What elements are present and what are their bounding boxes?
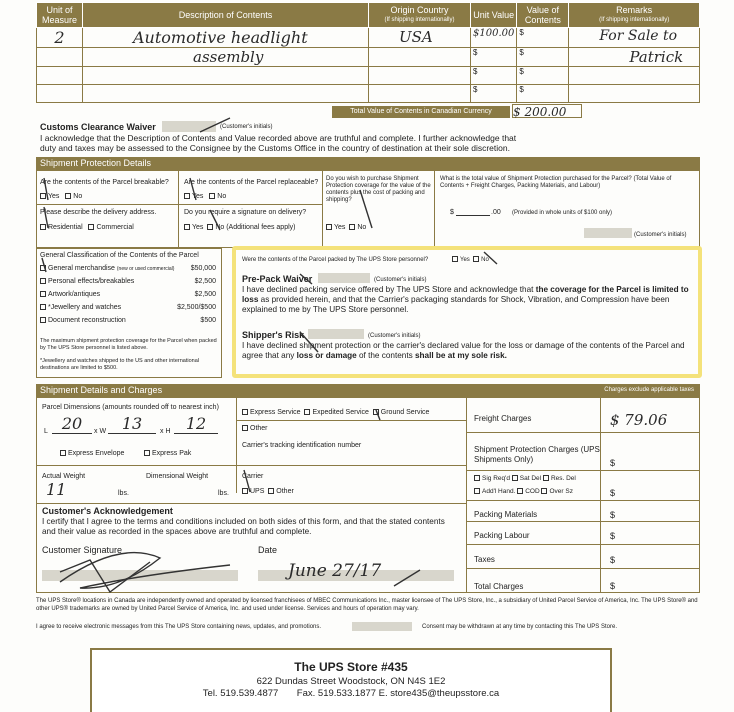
list-item[interactable]: Packing Materials $: [466, 501, 700, 522]
actual-weight-value[interactable]: 11: [46, 480, 67, 499]
prepack-title: Pre-Pack Waiver: [242, 274, 313, 284]
store-name: The UPS Store #435: [294, 660, 408, 674]
details-section-header: Shipment Details and Charges Charges exclude applicable taxes: [36, 384, 700, 397]
header-description: Description of Contents: [83, 3, 369, 28]
signature-question: Do you require a signature on delivery?: [184, 209, 307, 216]
max-coverage-note: The maximum shipment protection coverage for the Parcel when packed by The UPS Store personnel is listed above.: [40, 338, 217, 351]
header-unit-value: Unit Value: [471, 3, 517, 28]
dim-weight-label: Dimensional Weight: [146, 473, 209, 480]
waiver-text-1: I acknowledge that the Description of Contents and Value recorded above are truthful and complete. I further acknowledge that: [40, 133, 517, 143]
breakable-question: Are the contents of the Parcel breakable?: [40, 179, 169, 186]
length-field[interactable]: 20: [52, 414, 92, 434]
list-item[interactable]: Artwork/antiques $2,500: [40, 291, 218, 304]
list-item[interactable]: Total Charges $: [474, 581, 616, 591]
width-field[interactable]: 13: [108, 414, 156, 434]
store-address: 622 Dundas Street Woodstock, ON N4S 1E2: [256, 676, 446, 687]
consent-text: I agree to receive electronic messages from this The UPS Store containing news, updates, and promotions.: [36, 624, 322, 630]
header-unit: Unit of Measure: [37, 3, 83, 28]
list-item[interactable]: Personal effects/breakables $2,500: [40, 278, 218, 291]
ack-text: I certify that I agree to the terms and conditions included on both sides of this form, and that the stated contents and their value as recorded in the spaces above are truthful and complete.: [42, 517, 445, 536]
remarks-cell[interactable]: Patrick: [569, 48, 700, 67]
header-value: Value of Contents: [517, 3, 569, 28]
packed-question: Were the contents of the Parcel packed by The UPS Store personnel?: [242, 257, 429, 263]
amount-note: (Provided in whole units of $100 only): [512, 210, 613, 216]
description-cell[interactable]: assembly: [83, 48, 369, 67]
header-origin: Origin Country (If shipping internationally): [369, 3, 471, 28]
ack-title: Customer's Acknowledgement: [42, 506, 173, 516]
list-item[interactable]: General merchandise (new or used commercial) $50,000: [40, 265, 218, 278]
list-item[interactable]: *Jewellery and watches $2,500/$500: [40, 304, 218, 317]
unit-value-cell[interactable]: $: [471, 48, 517, 67]
date-label: Date: [258, 545, 278, 555]
signature-label: Customer Signature: [42, 545, 123, 555]
value-cell[interactable]: $: [517, 48, 569, 67]
jewellery-note: *Jewellery and watches shipped to the US and other international destinations are limited to $500.: [40, 358, 199, 371]
carrier-label: Carrier: [242, 473, 264, 480]
value-cell[interactable]: $: [517, 67, 569, 85]
list-item[interactable]: $: [466, 471, 700, 501]
value-cell[interactable]: $: [517, 28, 569, 48]
waiver-title: Customs Clearance Waiver: [40, 122, 156, 132]
unit-cell[interactable]: 2: [37, 28, 83, 48]
risk-title: Shipper's Risk: [242, 330, 305, 340]
total-coverage-question: What is the total value of Shipment Protection purchased for the Parcel? (Total Value of Contents + Freight Charges, Packing Materials, and Labour): [440, 176, 672, 189]
date-value[interactable]: June 27/17: [288, 561, 382, 581]
unit-value-cell[interactable]: $: [471, 67, 517, 85]
store-contact: Tel. 519.539.4877 Fax. 519.533.1877 E. store435@theupsstore.ca: [202, 688, 500, 699]
unit-value-cell[interactable]: $100.00: [471, 28, 517, 48]
list-item[interactable]: Document reconstruction $500: [40, 317, 218, 330]
purchase-question: Do you wish to purchase Shipment Protection coverage for the value of the contents plus the cost of packing and shipping?: [326, 176, 431, 203]
prepack-text: I have declined packing service offered by The UPS Store and acknowledge that the coverage for the Parcel is limited to loss as provided herein, and that the Carrier's packaging standards for Shock, Vibration, and Compression have been explained to me by The UPS Store personnel.: [242, 285, 689, 314]
legal-text: The UPS Store® locations in Canada are independently owned and operated by licensed franchisees of MBEC Communications Inc., master licensee of The UPS Store, Inc., a subsidiary of United Parcel Service of America, Inc. The UPS Store® and other UPS® trademarks are owned by United Parcel Service of America, Inc. and used under license. Services and hours of operation may vary.: [36, 598, 698, 612]
total-label: Total Value of Contents in Canadian Currency: [332, 106, 510, 118]
tracking-label: Carrier's tracking identification number: [242, 442, 362, 449]
consent-withdraw-text: Consent may be withdrawn at any time by contacting this The UPS Store.: [422, 624, 617, 630]
replaceable-question: Are the contents of the Parcel replaceable?: [184, 179, 319, 186]
actual-weight-label: Actual Weight: [42, 473, 86, 480]
origin-cell[interactable]: USA: [369, 28, 471, 48]
list-item[interactable]: Shipment Protection Charges (UPS Shipments Only) $: [466, 433, 700, 471]
remarks-cell[interactable]: For Sale to: [569, 28, 700, 48]
list-item[interactable]: Freight Charges $ 79.06: [466, 397, 700, 433]
dims-label: Parcel Dimensions (amounts rounded off to nearest inch): [42, 404, 219, 411]
list-item[interactable]: Taxes $: [466, 545, 700, 569]
height-field[interactable]: 12: [174, 414, 218, 434]
total-value[interactable]: $ 200.00: [512, 104, 582, 118]
description-cell[interactable]: Automotive headlight: [83, 28, 369, 48]
risk-text: I have declined shipment protection or the carrier's declared value for the loss or damage of the contents of the Parcel and agree that any loss or damage of the contents shall be at my sole risk.: [242, 341, 685, 360]
classification-title: General Classification of the Contents of the Parcel: [40, 252, 199, 259]
header-remarks: Remarks (If shipping internationally): [569, 3, 700, 28]
unit-value-cell[interactable]: $: [471, 85, 517, 103]
address-question: Please describe the delivery address.: [40, 209, 157, 216]
waiver-text-2: duty and taxes may be assessed to the Consignee by the Customs Office in the country of destination at their sole discretion.: [40, 143, 510, 153]
protection-section-header: Shipment Protection Details: [36, 157, 700, 170]
list-item[interactable]: Packing Labour $: [466, 522, 700, 545]
waiver-initials-label: (Customer's initials): [220, 124, 273, 130]
value-cell[interactable]: $: [517, 85, 569, 103]
